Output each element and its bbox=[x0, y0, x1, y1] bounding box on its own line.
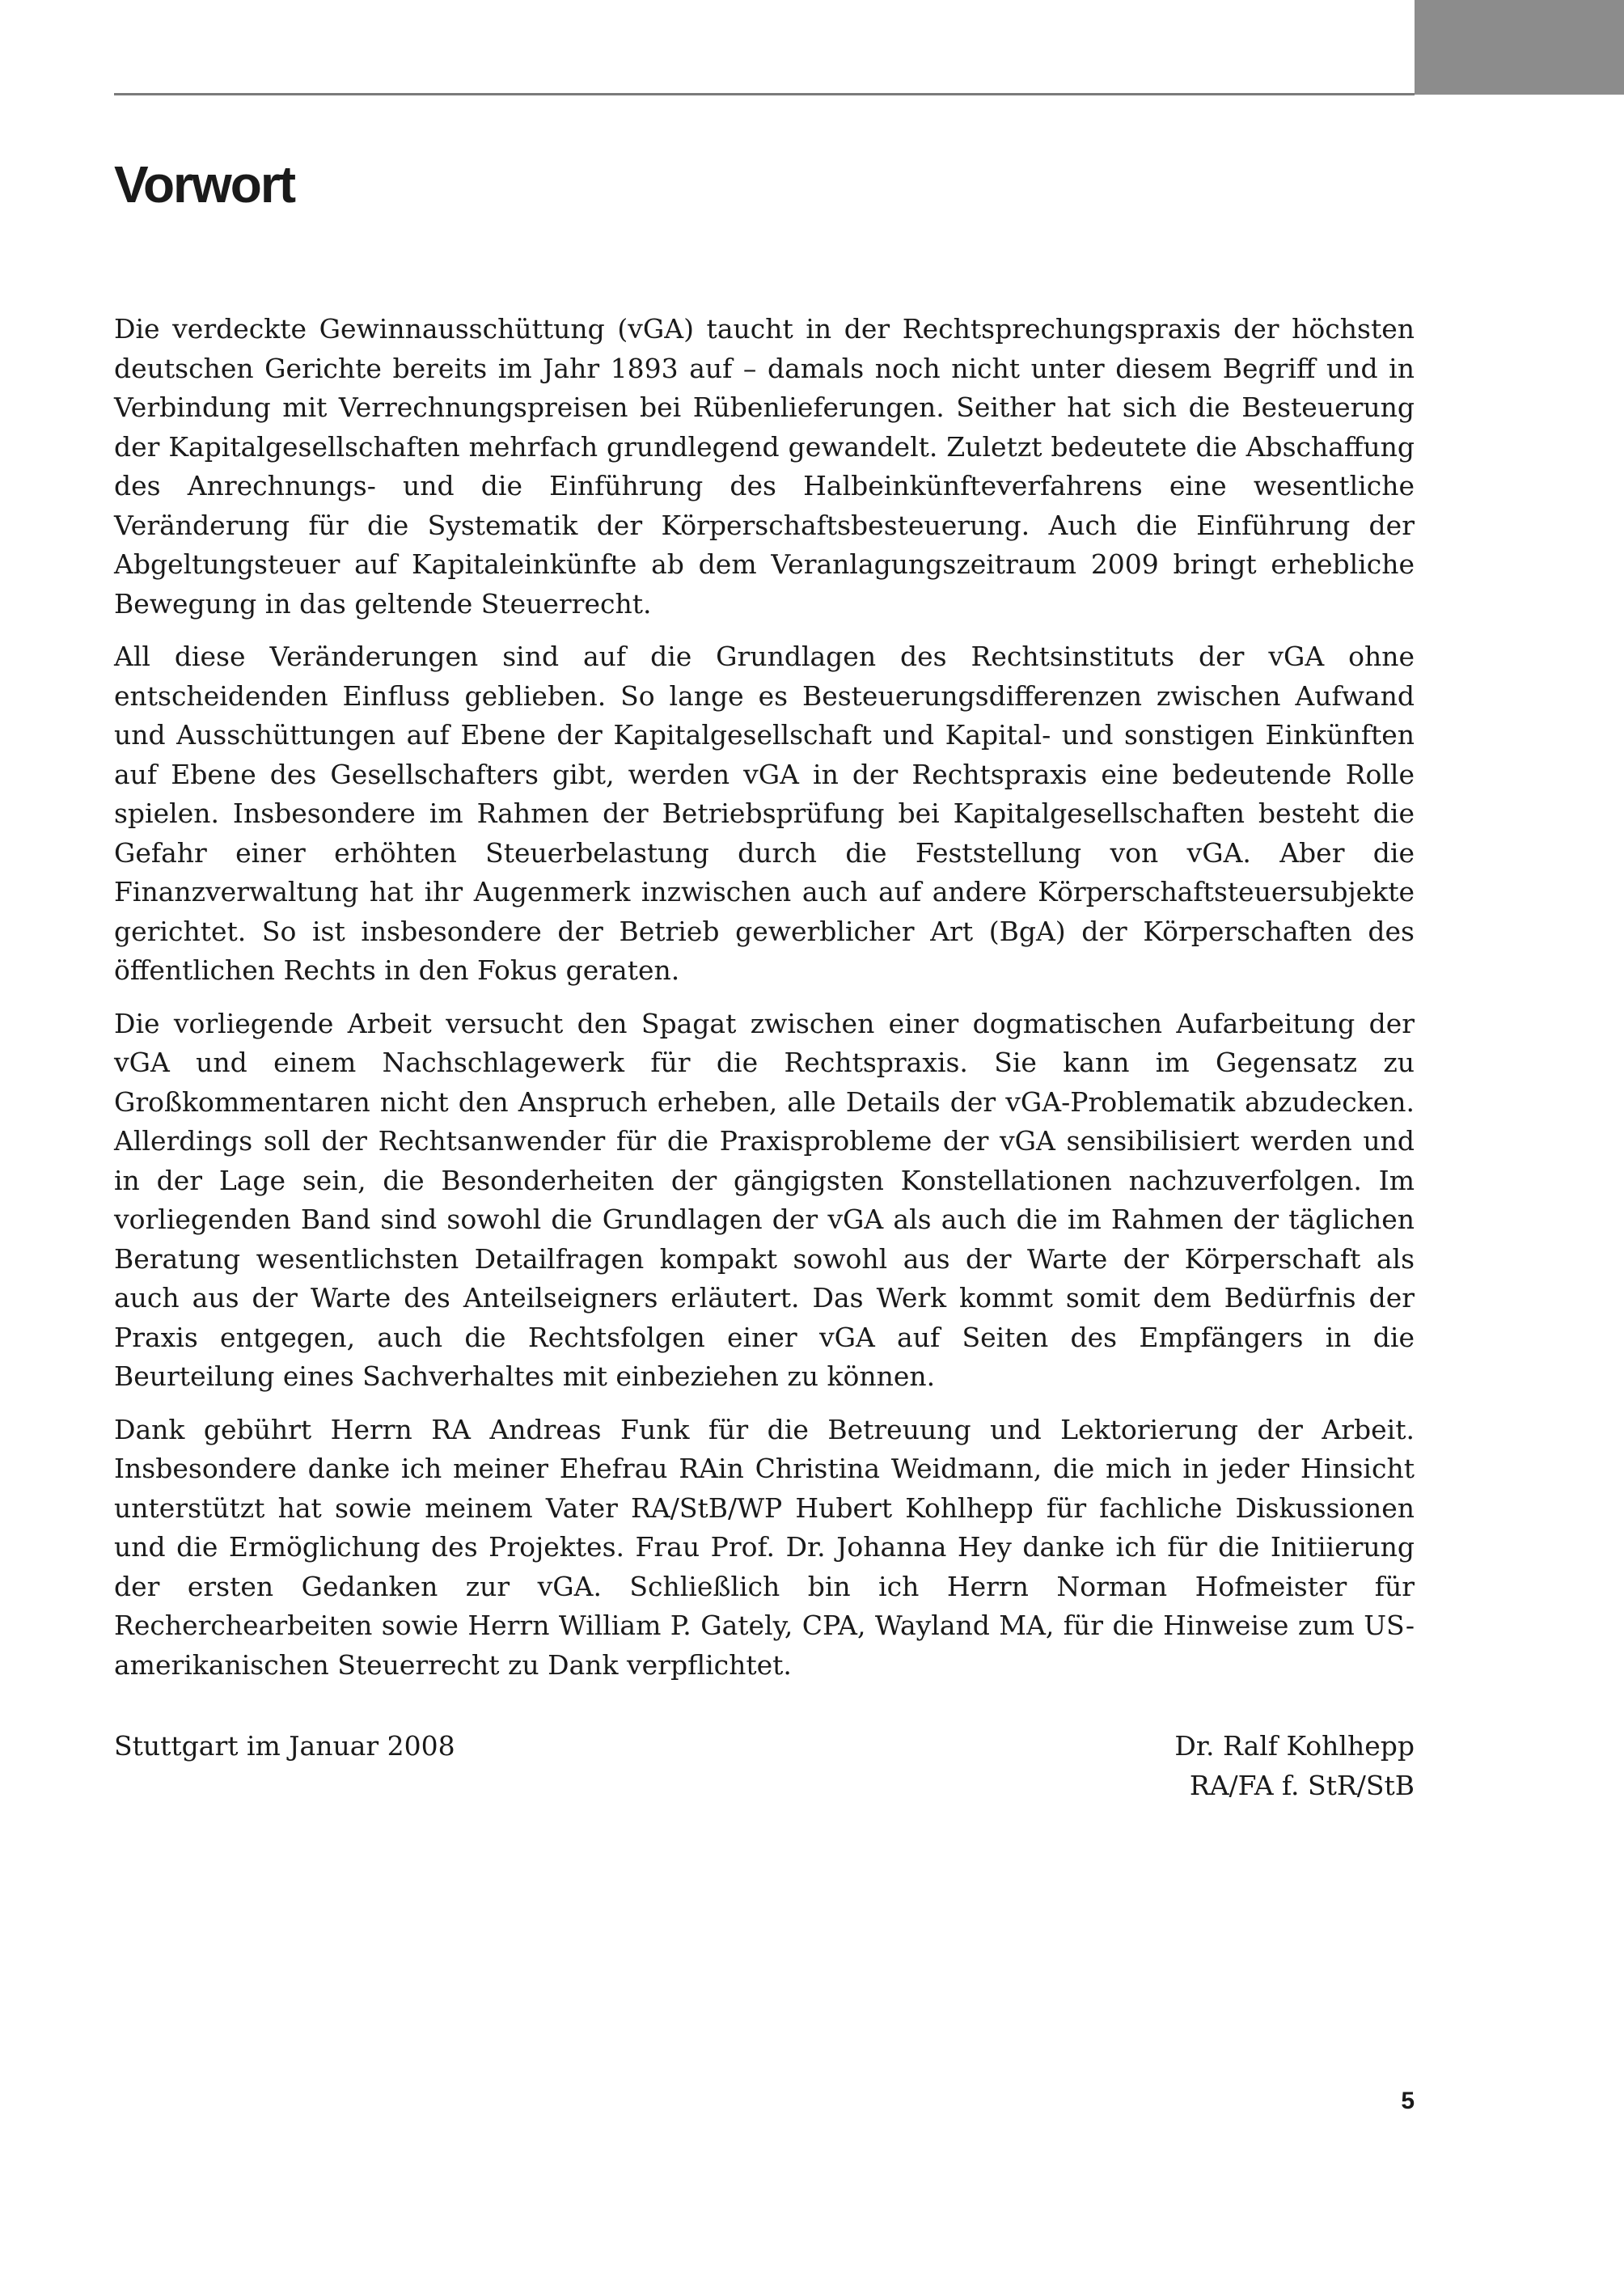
body-text bbox=[114, 310, 1415, 1699]
chapter-tab-marker bbox=[1415, 0, 1624, 95]
author bbox=[1174, 1727, 1415, 1805]
page-title: Vorwort bbox=[114, 155, 295, 214]
place-date: Stuttgart im Januar 2008 bbox=[114, 1730, 455, 1762]
paragraph-3: Die vorliegende Arbeit versucht den Spagat zwischen einer dogmatischen Aufarbeitung der vGA und einem Nachschlagewerk für die Rechtspraxis. Sie kann im Gegensatz zu Großkommentaren nicht den Anspruch erheben, alle Details der vGA-Problematik abzudecken. Allerdings soll der Rechtsanwender für die Praxisprobleme der vGA sensibilisiert werden und in der Lage sein, die Besonderheiten der gängigsten Konstellationen nachzuverfolgen. Im vorliegenden Band sind sowohl die Grundlagen der vGA als auch die im Rahmen der täglichen Beratung wesentlichsten Detailfragen kompakt sowohl aus der Warte der Körperschaft als auch aus der Warte des Anteilseigners erläutert. Das Werk kommt somit dem Bedürfnis der Praxis entgegen, auch die Rechtsfolgen einer vGA auf Seiten des Empfängers in die Beurteilung eines Sachverhaltes mit einbeziehen zu können. bbox=[114, 1007, 1415, 1392]
paragraph-2: All diese Veränderungen sind auf die Grundlagen des Rechtsinstituts der vGA ohne entscheidenden Einfluss geblieben. So lange es Besteuerungsdifferenzen zwischen Aufwand und Ausschüttungen auf Ebene der Kapitalgesellschaft und Kapital- und sonstigen Einkünften auf Ebene des Gesellschafters gibt, werden vGA in der Rechtspraxis eine bedeutende Rolle spielen. Insbesondere im Rahmen der Betriebsprüfung bei Kapitalgesellschaften besteht die Gefahr einer erhöhten Steuerbelastung durch die Feststellung von vGA. Aber die Finanzverwaltung hat ihr Augenmerk inzwischen auch auf andere Körperschaftsteuersubjekte gerichtet. So ist insbesondere der Betrieb gewerblicher Art (BgA) der Körperschaften des öffentlichen Rechts in den Fokus geraten. bbox=[114, 641, 1415, 986]
paragraph-4: Dank gebührt Herrn RA Andreas Funk für die Betreuung und Lektorierung der Arbeit. Insbesondere danke ich meiner Ehefrau RAin Christina Weidmann, die mich in jeder Hinsicht unterstützt hat sowie meinem Vater RA/StB/WP Hubert Kohlhepp für fachliche Diskussionen und die Ermöglichung des Projektes. Frau Prof. Dr. Johanna Hey danke ich für die Initiierung der ersten Gedanken zur vGA. Schließlich bin ich Herrn Norman Hofmeister für Recherchearbeiten sowie Herrn William P. Gately, CPA, Wayland MA, für die Hinweise zum US-amerikanischen Steuerrecht zu Dank verpflichtet. bbox=[114, 1413, 1415, 1681]
page-number: 5 bbox=[1401, 2088, 1415, 2114]
paragraph-1: Die verdeckte Gewinnausschüttung (vGA) taucht in der Rechtsprechungspraxis der höchsten deutschen Gerichte bereits im Jahr 1893 auf – damals noch nicht unter diesem Begriff und in Verbindung mit Verrechnungspreisen bei Rübenlieferungen. Seither hat sich die Besteuerung der Kapitalgesellschaften mehrfach grundlegend gewandelt. Zuletzt bedeutete die Abschaffung des Anrechnungs- und die Einführung des Halbeinkünfteverfahrens eine wesentliche Veränderung für die Systematik der Körperschaftsbesteuerung. Auch die Einführung der Abgeltungsteuer auf Kapitaleinkünfte ab dem Veranlagungszeitraum 2009 bringt erhebliche Bewegung in das geltende Steuerrecht. bbox=[114, 313, 1415, 620]
author-title: RA/FA f. StR/StB bbox=[1189, 1769, 1415, 1801]
author-name: Dr. Ralf Kohlhepp bbox=[1174, 1730, 1415, 1762]
header-rule bbox=[114, 93, 1415, 95]
